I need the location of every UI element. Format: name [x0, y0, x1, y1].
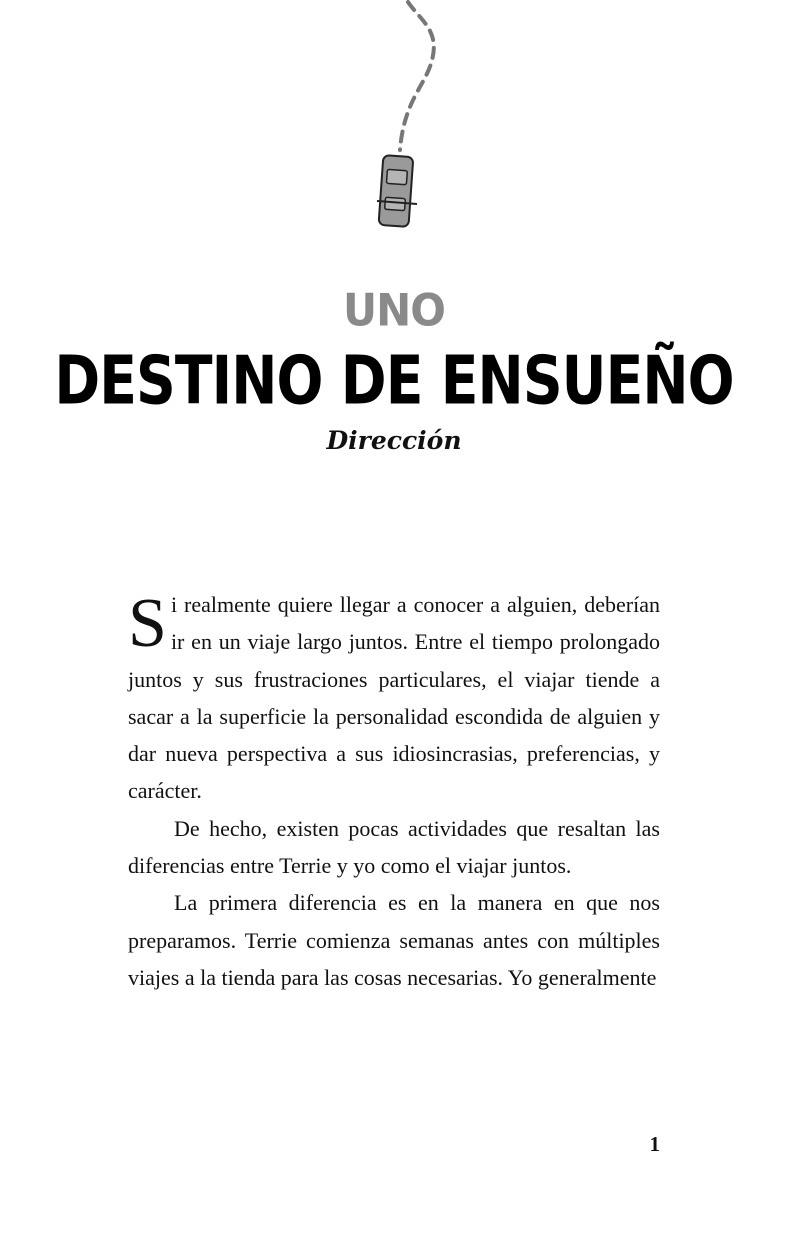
chapter-title: DESTINO DE ENSUEÑO [54, 341, 734, 421]
car-illustration [360, 0, 450, 235]
page-number: 1 [649, 1132, 660, 1156]
paragraph-text: i realmente quiere llegar a conocer a alguien, deberían ir en un viaje largo juntos. Entre el tiempo prolongado juntos y sus frustraciones particulares, el viajar tiende a sacar a la superficie la personalidad escondida de alguien y dar nueva perspectiva a sus idiosincrasias, preferencias, y carácter. [128, 592, 660, 804]
body-text [128, 586, 660, 996]
car-top-view-icon [377, 155, 417, 227]
paragraph: De hecho, existen pocas actividades que resaltan las diferencias entre Terrie y yo como el viajar juntos. [128, 815, 660, 879]
chapter-subtitle: Dirección [326, 426, 462, 455]
chapter-number: UNO [343, 284, 445, 337]
paragraph [128, 586, 660, 810]
dashed-road-trail [400, 2, 434, 150]
paragraph: La primera diferencia es en la manera en que nos preparamos. Terrie comienza semanas antes con múltiples viajes a la tienda para las cosas necesarias. Yo generalmente [128, 890, 660, 990]
drop-cap: S [128, 585, 167, 662]
